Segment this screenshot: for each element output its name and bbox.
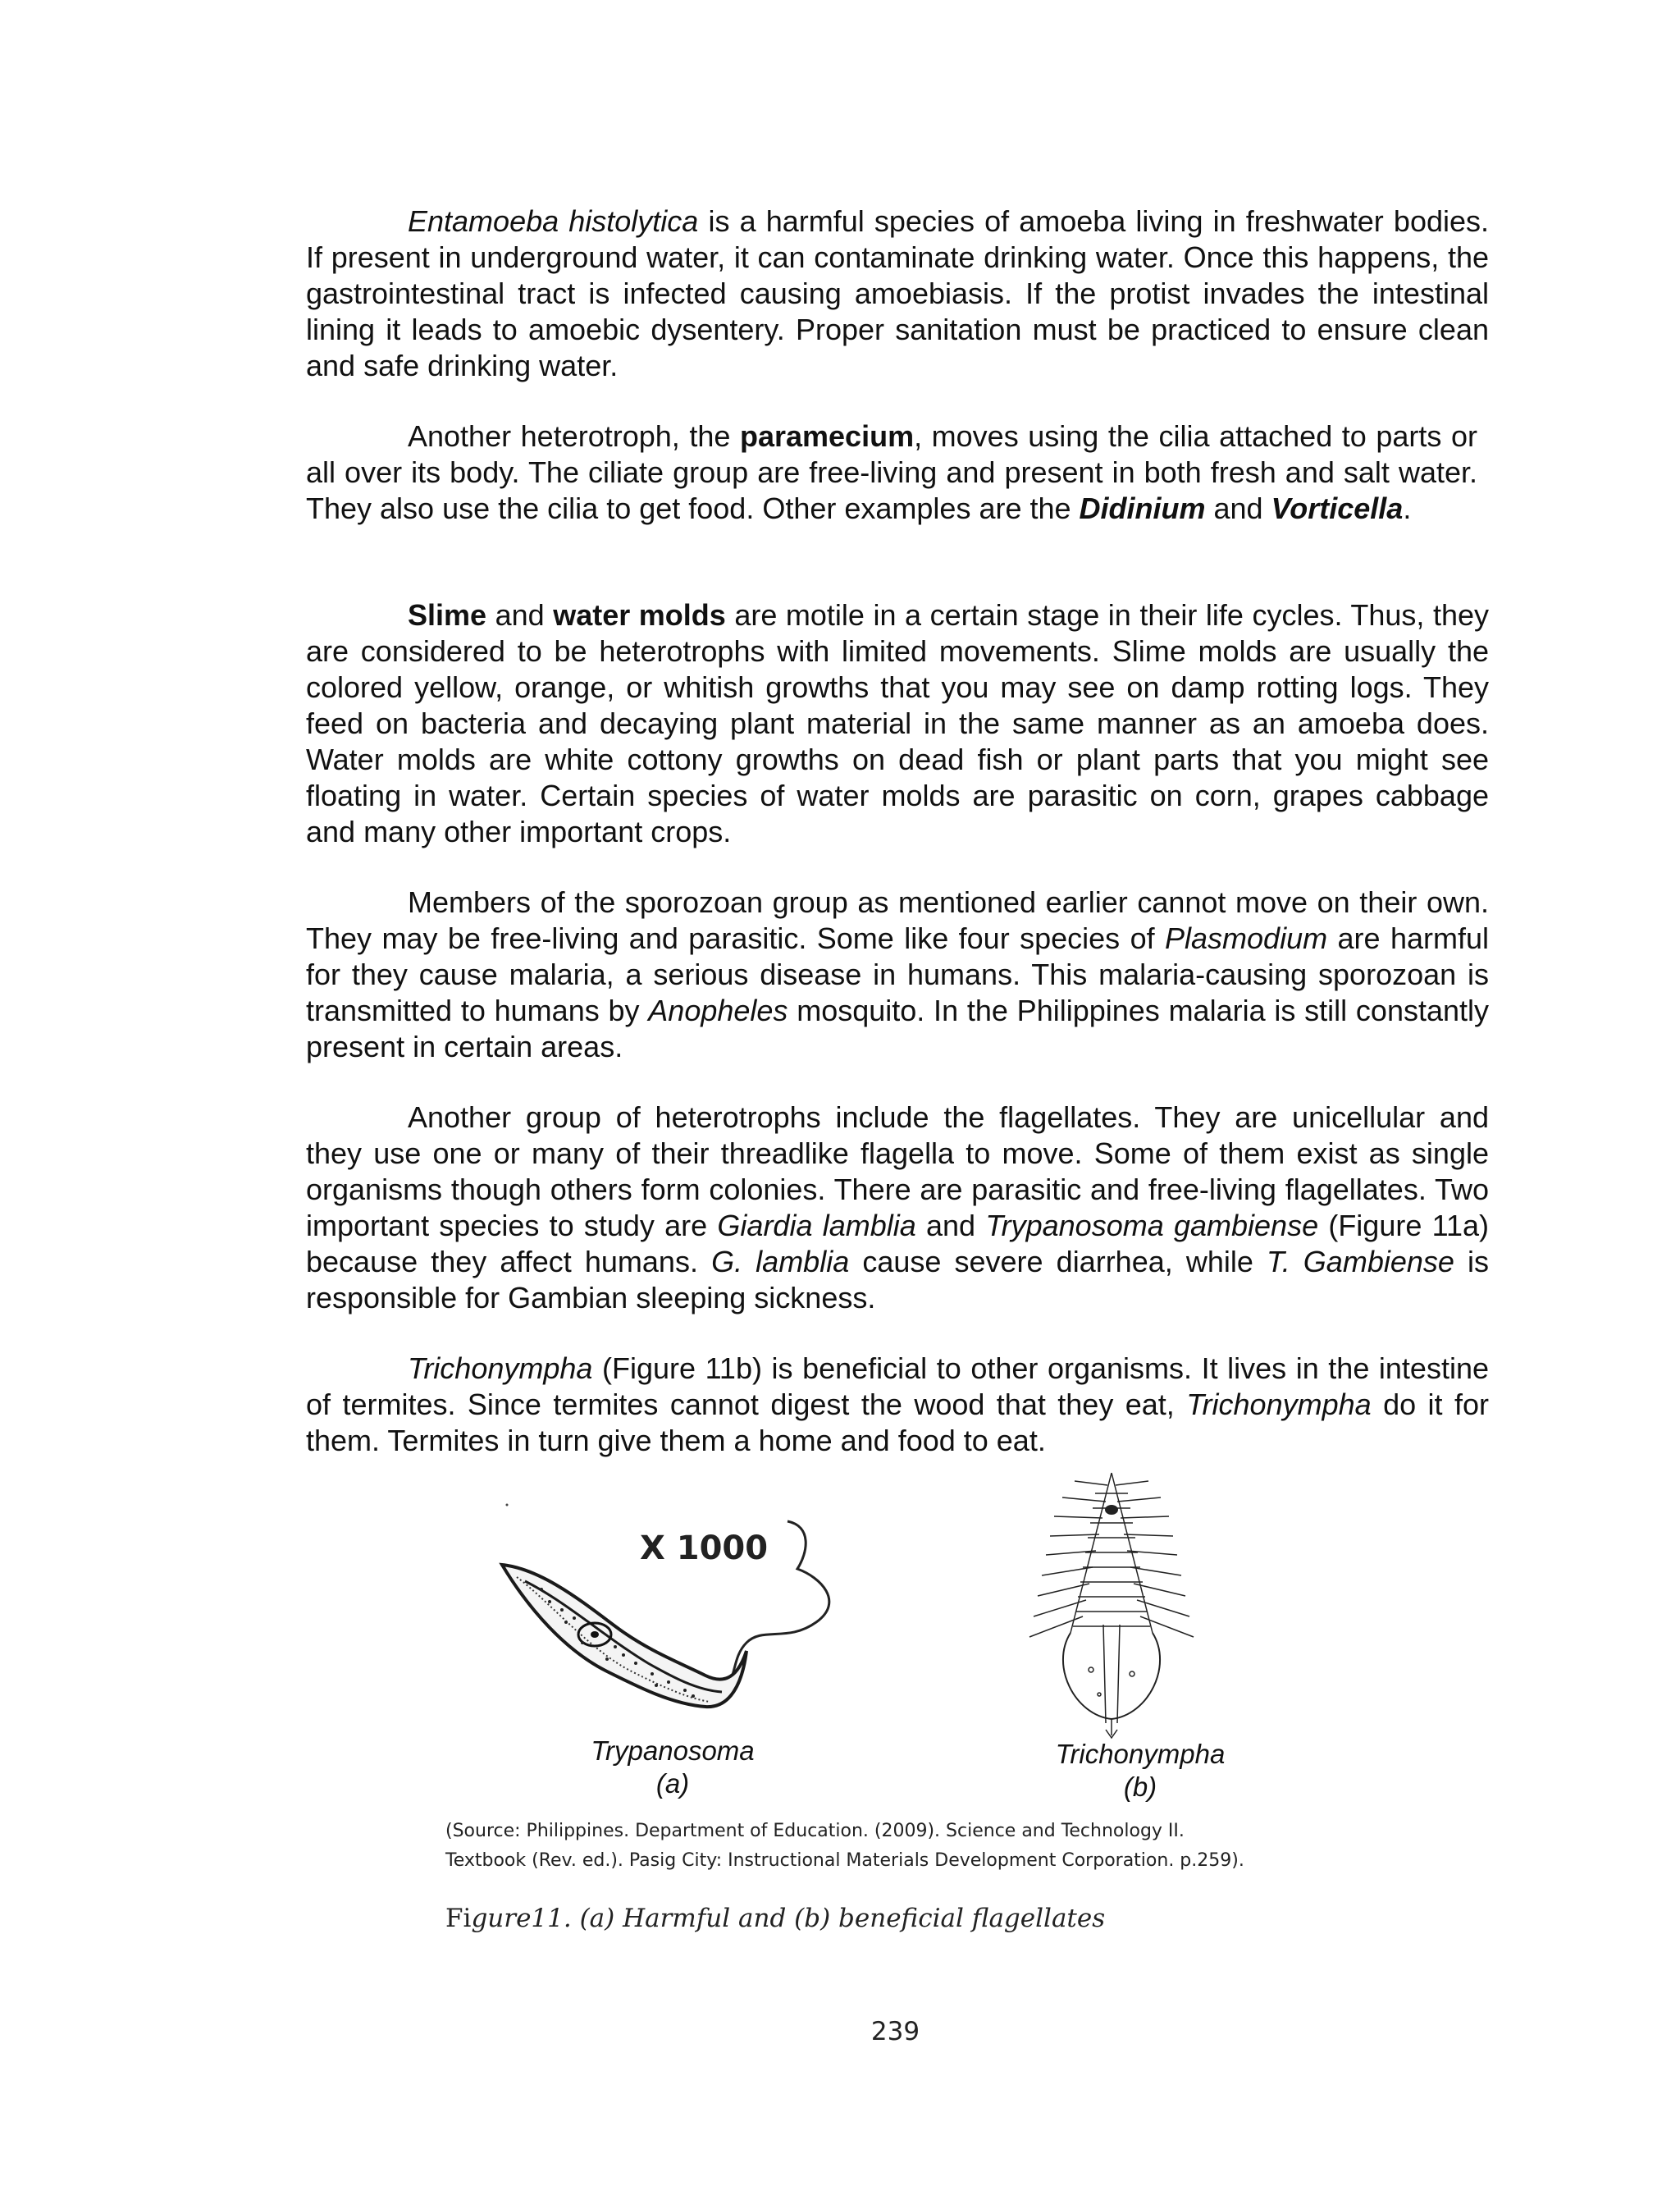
figure-title: Figure11. (a) Harmful and (b) beneficial flagellates [445,1904,1106,1933]
page-number: 239 [870,2017,920,2046]
paragraph-molds: Slime and water molds are motile in a certain stage in their life cycles. Thus, they are considered to be heterotrophs with limited movements. Slime molds are usually the colored yellow, orange, or whitish growths that you may see on damp rotting logs. They feed on bacteria and decaying plant material in the same manner as an amoeba does. Water molds are white cottony growths on dead fish or plant parts that you might see floating in water. Certain species of water molds are parasitic on corn, grapes cabbage and many other important crops. [306,598,1490,848]
source-line-1: (Source: Philippines. Department of Education. (2009). Science and Technology II. [445,1821,1185,1841]
term-entamoeba: Entamoeba histolytica [408,204,699,238]
caption-trypanosoma [541,1735,804,1800]
term-g-lamblia: G. lamblia [711,1245,850,1278]
term-trichonympha: Trichonympha [408,1351,593,1385]
term-t-gambiense: T. Gambiense [1267,1245,1454,1278]
term-trypanosoma: Trypanosoma gambiense [985,1209,1319,1242]
source-line-2: Textbook (Rev. ed.). Pasig City: Instructional Materials Development Corporation. p.259). [445,1850,1244,1871]
paragraph-flagellates: Another group of heterotrophs include the flagellates. They are unicellular and they use one or many of their threadlike flagella to move. Some of them exist as single organisms though others form colonies. There are parasitic and free-living flagellates. Two important species to study are Giardia lamblia and Trypanosoma gambiense (Figure 11a) because they affect humans. G. lamblia cause severe diarrhea, while T. Gambiense is responsible for Gambian sleeping sickness. [306,1100,1490,1314]
term-giardia: Giardia lamblia [717,1209,916,1242]
paragraph-sporozoan: Members of the sporozoan group as mentioned earlier cannot move on their own. They may be free-living and parasitic. Some like four species of Plasmodium are harmful for they cause malaria, a serious disease in humans. This malaria-causing sporozoan is transmitted to humans by Anopheles mosquito. In the Philippines malaria is still constantly present in certain areas. [306,885,1490,1063]
trichonympha-illustration [1017,1469,1206,1740]
paragraph-entamoeba: Entamoeba histolytica is a harmful species of amoeba living in freshwater bodies. If present in underground water, it can contaminate drinking water. Once this happens, the gastrointestinal tract is infected causing amoebiasis. If the protist invades the intestinal lining it leads to amoebic dysentery. Proper sanitation must be practiced to ensure clean and safe drinking water. [306,204,1490,382]
term-didinium: Didinium [1079,491,1206,525]
magnification-label: X 1000 [640,1529,769,1567]
caption-b-label: (b) [1123,1772,1157,1802]
figure-source [445,1817,1430,1876]
caption-a-label: (a) [655,1768,690,1799]
term-anopheles: Anopheles [648,994,788,1027]
paragraph-trichonympha: Trichonympha (Figure 11b) is beneficial to other organisms. It lives in the intestine of termites. Since termites cannot digest the wood that they eat, Trichonympha do it for them. Termites in turn give them a home and food to eat. [306,1351,1489,1457]
caption-b-name: Trichonympha [1055,1739,1226,1769]
term-slime: Slime [408,598,487,632]
caption-a-name: Trypanosoma [591,1735,755,1766]
trypanosoma-illustration [492,1487,870,1733]
term-paramecium: paramecium [739,419,915,453]
term-water-molds: water molds [553,598,726,632]
term-plasmodium: Plasmodium [1165,921,1328,955]
term-vorticella: Vorticella [1271,491,1404,525]
paragraph-paramecium: Another heterotroph, the paramecium, moves using the cilia attached to parts or all over its body. The ciliate group are free-living and present in both fresh and salt water. They also use the cilia to get food. Other examples are the Didinium and Vorticella. [306,419,1477,525]
caption-trichonympha [1009,1738,1271,1804]
